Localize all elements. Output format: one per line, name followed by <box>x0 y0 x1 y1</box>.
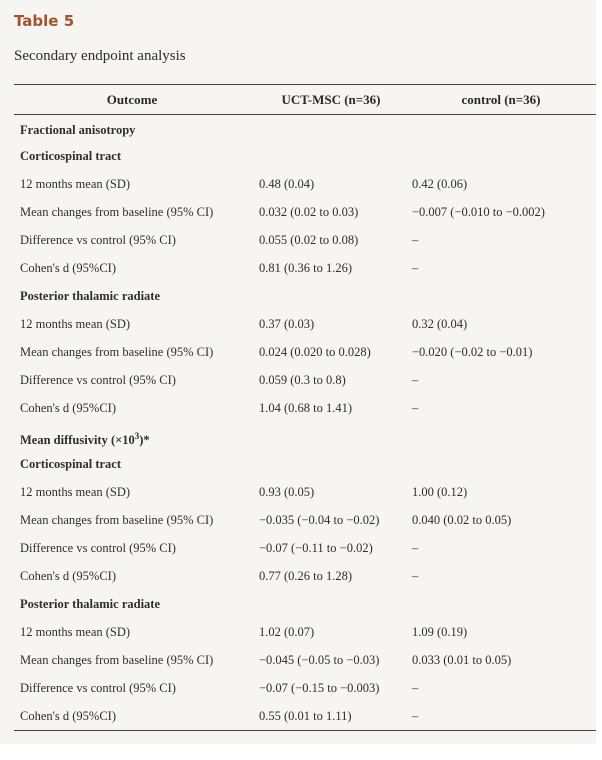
row-label <box>20 709 116 724</box>
row-label <box>20 625 130 640</box>
label-text: Posterior thalamic radiate <box>20 597 161 611</box>
cell-uct-msc: 0.81 (0.36 to 1.26) <box>259 261 353 275</box>
cell-uct-msc: 0.37 (0.03) <box>259 317 315 331</box>
row-label <box>20 317 130 332</box>
cell-uct-msc: 1.04 (0.68 to 1.41) <box>259 401 353 415</box>
row-label <box>20 485 130 500</box>
subsection-heading-row <box>0 142 596 170</box>
table-label: Table 5 <box>14 12 75 30</box>
label-suffix: )* <box>139 433 150 448</box>
table-row <box>0 198 596 226</box>
label-text: 12 months mean (SD) <box>20 317 131 331</box>
label-text: Posterior thalamic radiate <box>20 289 161 303</box>
row-label <box>20 653 213 668</box>
cell-uct-msc: 0.032 (0.02 to 0.03) <box>259 205 359 219</box>
cell-uct-msc: −0.07 (−0.15 to −0.003) <box>259 681 380 695</box>
cell-control: – <box>412 569 419 583</box>
table-caption: Secondary endpoint analysis <box>14 48 186 64</box>
cell-control: 1.00 (0.12) <box>412 485 468 499</box>
table-row <box>0 674 596 702</box>
heading-label <box>20 597 160 612</box>
cell-control: 0.32 (0.04) <box>412 317 468 331</box>
cell-control: – <box>412 709 419 723</box>
label-text: Mean changes from baseline (95% CI) <box>20 345 214 359</box>
table-row <box>0 478 596 506</box>
label-text: 12 months mean (SD) <box>20 625 131 639</box>
cell-uct-msc: 0.93 (0.05) <box>259 485 315 499</box>
heading-label <box>20 431 150 448</box>
label-text: Cohen's d (95%CI) <box>20 261 116 275</box>
heading-label <box>20 123 135 138</box>
heading-label <box>20 289 160 304</box>
cell-control: – <box>412 261 419 275</box>
cell-uct-msc: 0.059 (0.3 to 0.8) <box>259 373 346 387</box>
table-row <box>0 394 596 422</box>
cell-uct-msc: −0.07 (−0.11 to −0.02) <box>259 541 373 555</box>
label-text: Corticospinal tract <box>20 457 122 471</box>
table-row <box>0 226 596 254</box>
row-label <box>20 345 213 360</box>
label-text: Difference vs control (95% CI) <box>20 541 176 555</box>
row-label <box>20 569 116 584</box>
cell-control: −0.007 (−0.010 to −0.002) <box>412 205 545 219</box>
cell-control: – <box>412 401 419 415</box>
label-text: Cohen's d (95%CI) <box>20 401 116 415</box>
table-body <box>0 114 596 730</box>
row-label <box>20 261 116 276</box>
label-text: Cohen's d (95%CI) <box>20 569 116 583</box>
label-text: 12 months mean (SD) <box>20 485 131 499</box>
cell-control: 0.040 (0.02 to 0.05) <box>412 513 512 527</box>
table-row <box>0 338 596 366</box>
label-text: Corticospinal tract <box>20 149 122 163</box>
row-label <box>20 513 213 528</box>
row-label <box>20 681 176 696</box>
cell-uct-msc: −0.045 (−0.05 to −0.03) <box>259 653 380 667</box>
cell-uct-msc: 0.48 (0.04) <box>259 177 315 191</box>
table-row <box>0 366 596 394</box>
cell-control: 0.42 (0.06) <box>412 177 468 191</box>
header-control: control (n=36) <box>461 92 541 107</box>
label-text: Mean changes from baseline (95% CI) <box>20 205 214 219</box>
table-row <box>0 310 596 338</box>
header-uct-msc: UCT-MSC (n=36) <box>281 92 381 107</box>
subsection-heading-row <box>0 450 596 478</box>
heading-label <box>20 457 121 472</box>
label-text: Difference vs control (95% CI) <box>20 373 176 387</box>
cell-control: – <box>412 681 419 695</box>
row-label <box>20 373 176 388</box>
cell-uct-msc: −0.035 (−0.04 to −0.02) <box>259 513 380 527</box>
cell-control: – <box>412 541 419 555</box>
row-label <box>20 233 176 248</box>
cell-control: 0.033 (0.01 to 0.05) <box>412 653 512 667</box>
subsection-heading-row <box>0 282 596 310</box>
table-row <box>0 254 596 282</box>
row-label <box>20 541 176 556</box>
table-row <box>0 506 596 534</box>
table-bottom-rule <box>14 730 596 731</box>
cell-control: 1.09 (0.19) <box>412 625 468 639</box>
cell-control: −0.020 (−0.02 to −0.01) <box>412 345 533 359</box>
cell-uct-msc: 0.024 (0.020 to 0.028) <box>259 345 371 359</box>
cell-uct-msc: 1.02 (0.07) <box>259 625 315 639</box>
cell-uct-msc: 0.55 (0.01 to 1.11) <box>259 709 352 723</box>
table-row <box>0 702 596 730</box>
table-row <box>0 534 596 562</box>
section-heading-row <box>0 114 596 142</box>
table-top-rule <box>14 84 596 85</box>
table-row <box>0 618 596 646</box>
label-text: Cohen's d (95%CI) <box>20 709 116 723</box>
label-text: Fractional anisotropy <box>20 123 136 137</box>
label-text: Mean changes from baseline (95% CI) <box>20 513 214 527</box>
section-heading-row <box>0 422 596 450</box>
cell-uct-msc: 0.055 (0.02 to 0.08) <box>259 233 359 247</box>
row-label <box>20 205 213 220</box>
cell-uct-msc: 0.77 (0.26 to 1.28) <box>259 569 353 583</box>
subsection-heading-row <box>0 590 596 618</box>
header-outcome: Outcome <box>106 92 158 107</box>
row-label <box>20 177 130 192</box>
label-text: Mean diffusivity (×10 <box>20 433 135 448</box>
cell-control: – <box>412 373 419 387</box>
table-row <box>0 562 596 590</box>
table-row <box>0 646 596 674</box>
row-label <box>20 401 116 416</box>
superscript: 3 <box>134 431 140 441</box>
label-text: Mean changes from baseline (95% CI) <box>20 653 214 667</box>
label-text: Difference vs control (95% CI) <box>20 233 176 247</box>
label-text: Difference vs control (95% CI) <box>20 681 176 695</box>
cell-control: – <box>412 233 419 247</box>
table-row <box>0 170 596 198</box>
heading-label <box>20 149 121 164</box>
label-text: 12 months mean (SD) <box>20 177 131 191</box>
